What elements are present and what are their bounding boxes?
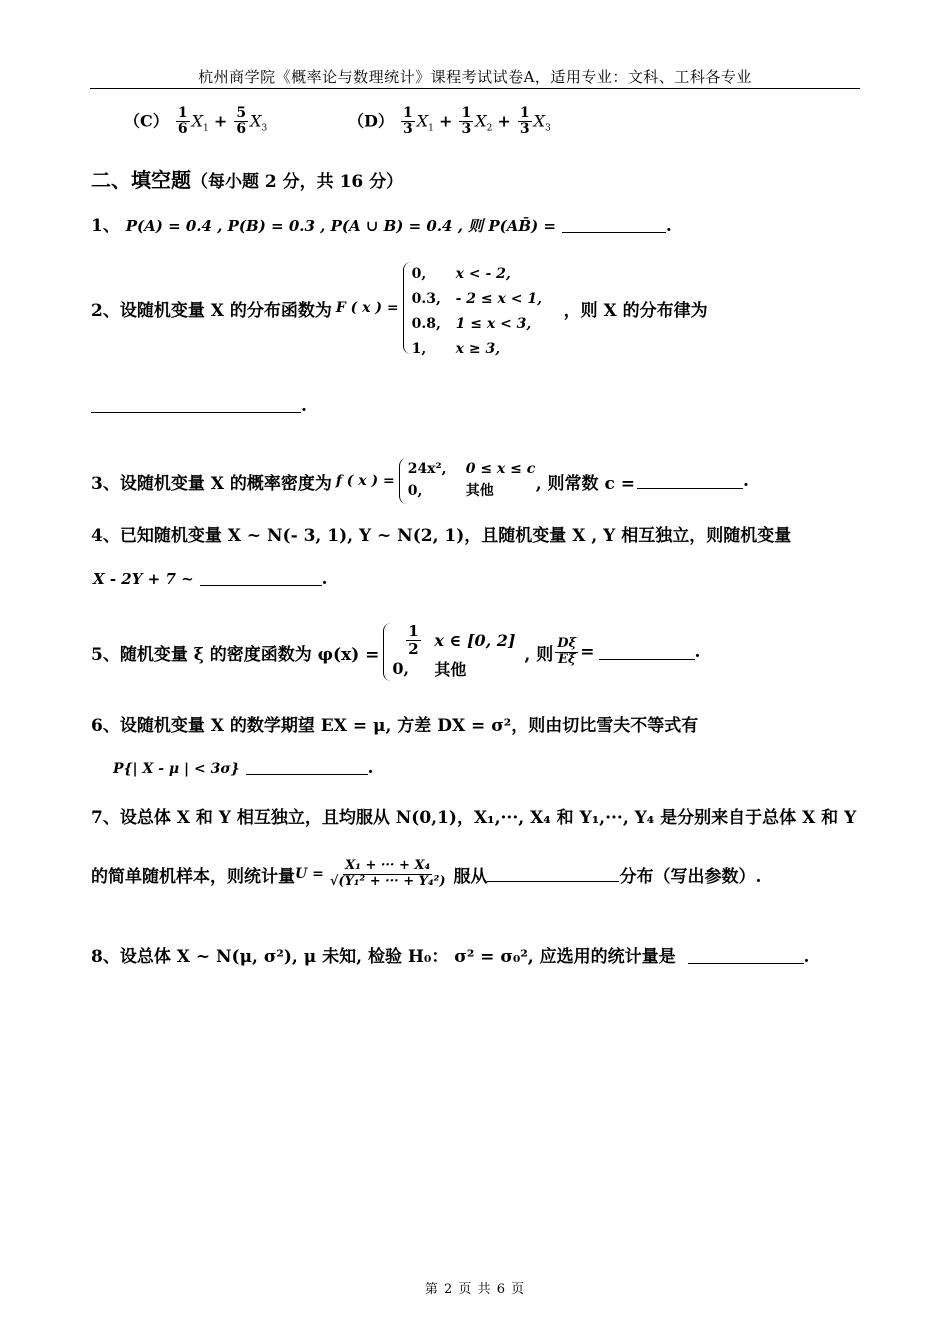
q5-piecewise: $\frac{1}{2}$ x ∈ [0, 2] 0, 其他 [383, 623, 524, 681]
section-note: （每小题 2 分，共 16 分） [191, 172, 404, 192]
question-7: 7、设总体 X 和 Y 相互独立，且均服从 N(0,1)，X₁,···, X₄ 和 Y₁,···, Y₄ 是分别来自于总体 X 和 Y [91, 808, 857, 828]
page-header: 杭州商学院《概率论与数理统计》课程考试试卷A，适用专业：文科、工科各专业 [198, 68, 752, 86]
choice-c-frac2: $\frac{5}{6}$ [236, 105, 247, 138]
q5-answer-blank[interactable] [599, 645, 695, 660]
q2-answer-blank[interactable] [91, 398, 301, 413]
q2-piecewise: 0, x < - 2, 0.3, - 2 ≤ x < 1, 0.8, 1 ≤ x < 3, 1, x ≥ 3, [403, 262, 556, 354]
question-7-line2: 的简单随机样本，则统计量 U = $\frac{\text{X₁ + ··· + X₄}}{\text{√(Y₁² + ··· + Y₄²)}}$ 服从 分布（写出参数）. [91, 858, 762, 889]
q7-answer-blank[interactable] [487, 867, 619, 882]
choice-d-label: （D） [348, 111, 394, 131]
question-4-line2: X - 2Y + 7 ~ . [93, 569, 328, 589]
question-6-line2: P{| X - μ | < 3σ} . [113, 758, 374, 778]
q6-answer-blank[interactable] [246, 760, 368, 775]
q1-answer-blank[interactable] [562, 218, 666, 233]
choice-c: （C） $\frac{1}{6}$ $X_1$ + $\frac{5}{6}$ $X_3$ [124, 105, 268, 138]
question-6: 6、设随机变量 X 的数学期望 EX = μ, 方差 DX = σ²，则由切比雪夫不等式有 [91, 716, 699, 736]
q8-answer-blank[interactable] [688, 949, 804, 964]
question-2: 2、设随机变量 X 的分布函数为 F ( x ) = 0, x < - 2, 0.3, - 2 ≤ x < 1, 0.8, 1 ≤ x < 3, 1, x ≥ 3, ，则 X 的分布律为 [91, 260, 708, 356]
q4-answer-blank[interactable] [200, 571, 322, 586]
header-rule [90, 88, 860, 89]
page-footer: 第 2 页 共 6 页 [424, 1282, 526, 1297]
q3-piecewise: 24x², 0 ≤ x ≤ c 0, 其他 [399, 458, 536, 504]
choice-c-label: （C） [124, 111, 169, 131]
q3-answer-blank[interactable] [637, 474, 743, 489]
question-2-answer: . [91, 396, 307, 416]
section-title: 二、填空题（每小题 2 分，共 16 分） [91, 168, 404, 192]
question-1: 1、 P(A) = 0.4 , P(B) = 0.3 , P(A ∪ B) = 0.4 , 则 P(AB̄) = . [91, 216, 672, 236]
choice-c-frac1: $\frac{1}{6}$ [177, 105, 188, 138]
question-5: 5、随机变量 ξ 的密度函数为 φ(x) = $\frac{1}{2}$ x ∈ [0, 2] 0, 其他 , 则 $\frac{D\xi}{E\xi}$ = . [91, 622, 701, 679]
question-3: 3、设随机变量 X 的概率密度为 f ( x ) = 24x², 0 ≤ x ≤ c 0, 其他 , 则常数 c = . [91, 456, 749, 506]
choice-d: （D） $\frac{1}{3}$ $X_1$ + $\frac{1}{3}$ $X_2$ + $\frac{1}{3}$ $X_3$ [348, 105, 551, 138]
question-4: 4、已知随机变量 X ~ N(- 3, 1), Y ~ N(2, 1)，且随机变量 X , Y 相互独立，则随机变量 [91, 526, 792, 546]
statistic-u: $\frac{\text{X₁ + ··· + X₄}}{\text{√(Y₁² + ··· + Y₄²)}}$ [329, 858, 446, 889]
question-8: 8、设总体 X ~ N(μ, σ²), μ 未知, 检验 H₀： σ² = σ₀², 应选用的统计量是 . [91, 947, 810, 967]
